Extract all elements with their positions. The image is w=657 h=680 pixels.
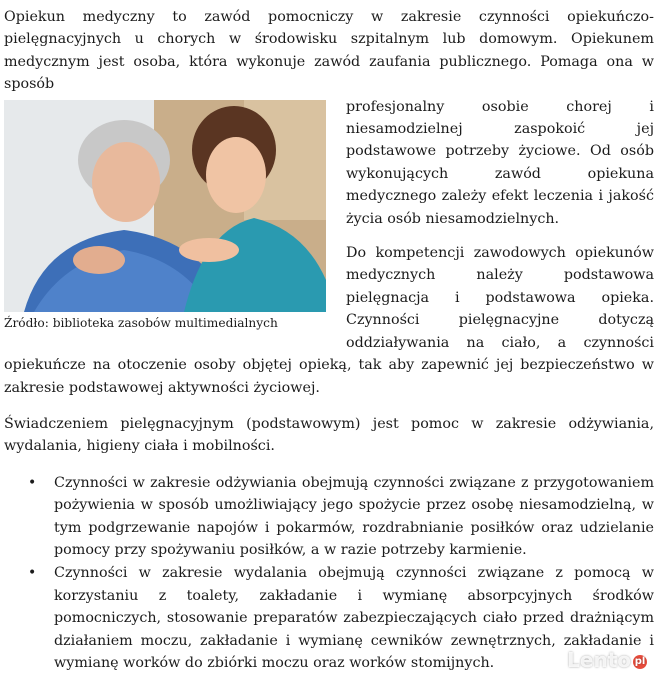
figure <box>4 100 334 331</box>
watermark-text: Lento <box>567 648 631 672</box>
list-item <box>28 472 654 562</box>
content-flow <box>4 6 654 675</box>
list-item-text: Czynności w zakresie wydalania obejmują czynności związane z pomocą w korzystaniu z toalety, zakładanie i wymianę absorpcyjnych środków pomocniczych, stosowanie preparatów zabezpieczających ciało przed drażniącym działaniem moczu, zakładanie i wymianę cewników zewnętrznych, zakładanie i wymianę worków do zbiórki moczu oraz worków stomijnych. <box>54 565 654 671</box>
lento-watermark <box>567 648 647 672</box>
caregiver-and-senior-image <box>4 100 326 312</box>
list-item-text: Czynności w zakresie odżywiania obejmują czynności związane z przygotowaniem pożywienia w sposób umożliwiający jego spożycie przez osobę niesamodzielną, w tym podgrzewanie napojów i pokarmów, rozdrabnianie posiłków oraz udzielanie pomocy przy spożywaniu posiłków, a w razie potrzeby karmienie. <box>54 474 654 558</box>
bullet-glyph: • <box>28 474 37 491</box>
intro-first-lines: Opiekun medyczny to zawód pomocniczy w zakresie czynności opiekuńczo-pielęgnacyjnych u chorych w środowisku szpitalnym lub domowym. Opiekunem medycznym jest osoba, która wykonuje zawód zaufania publicznego. Pomaga ona w sposób <box>4 9 654 93</box>
bullet-glyph: • <box>28 565 37 582</box>
watermark-badge: pl <box>634 655 646 667</box>
activities-list <box>4 472 654 675</box>
photo-caption: Źródło: biblioteka zasobów multimedialnych <box>4 315 278 330</box>
competences-paragraph: Do kompetencji zawodowych opiekunów medycznych należy podstawowa pielęgnacja i podstawowa opieka. Czynności pielęgnacyjne dotyczą oddziaływania na ciało, a czynności opiekuńcze na otoczenie osoby objętej opieką, tak aby zapewnić jej bezpieczeństwo w zakresie podstawowej aktywności życiowej. <box>4 245 654 396</box>
intro-wrapped: profesjonalny osobie chorej i niesamodzielnej zaspokoić jej podstawowe potrzeby życiowe. Od osób wykonujących zawód opiekuna medycznego zależy efekt leczenia i jakość życia osób niesamodzielnych. <box>346 98 654 227</box>
list-item <box>28 562 654 674</box>
basic-care-paragraph: Świadczeniem pielęgnacyjnym (podstawowym) jest pomoc w zakresie odżywiania, wydalania, higieny ciała i mobilności. <box>4 415 654 455</box>
caregiver-photo <box>4 100 326 312</box>
